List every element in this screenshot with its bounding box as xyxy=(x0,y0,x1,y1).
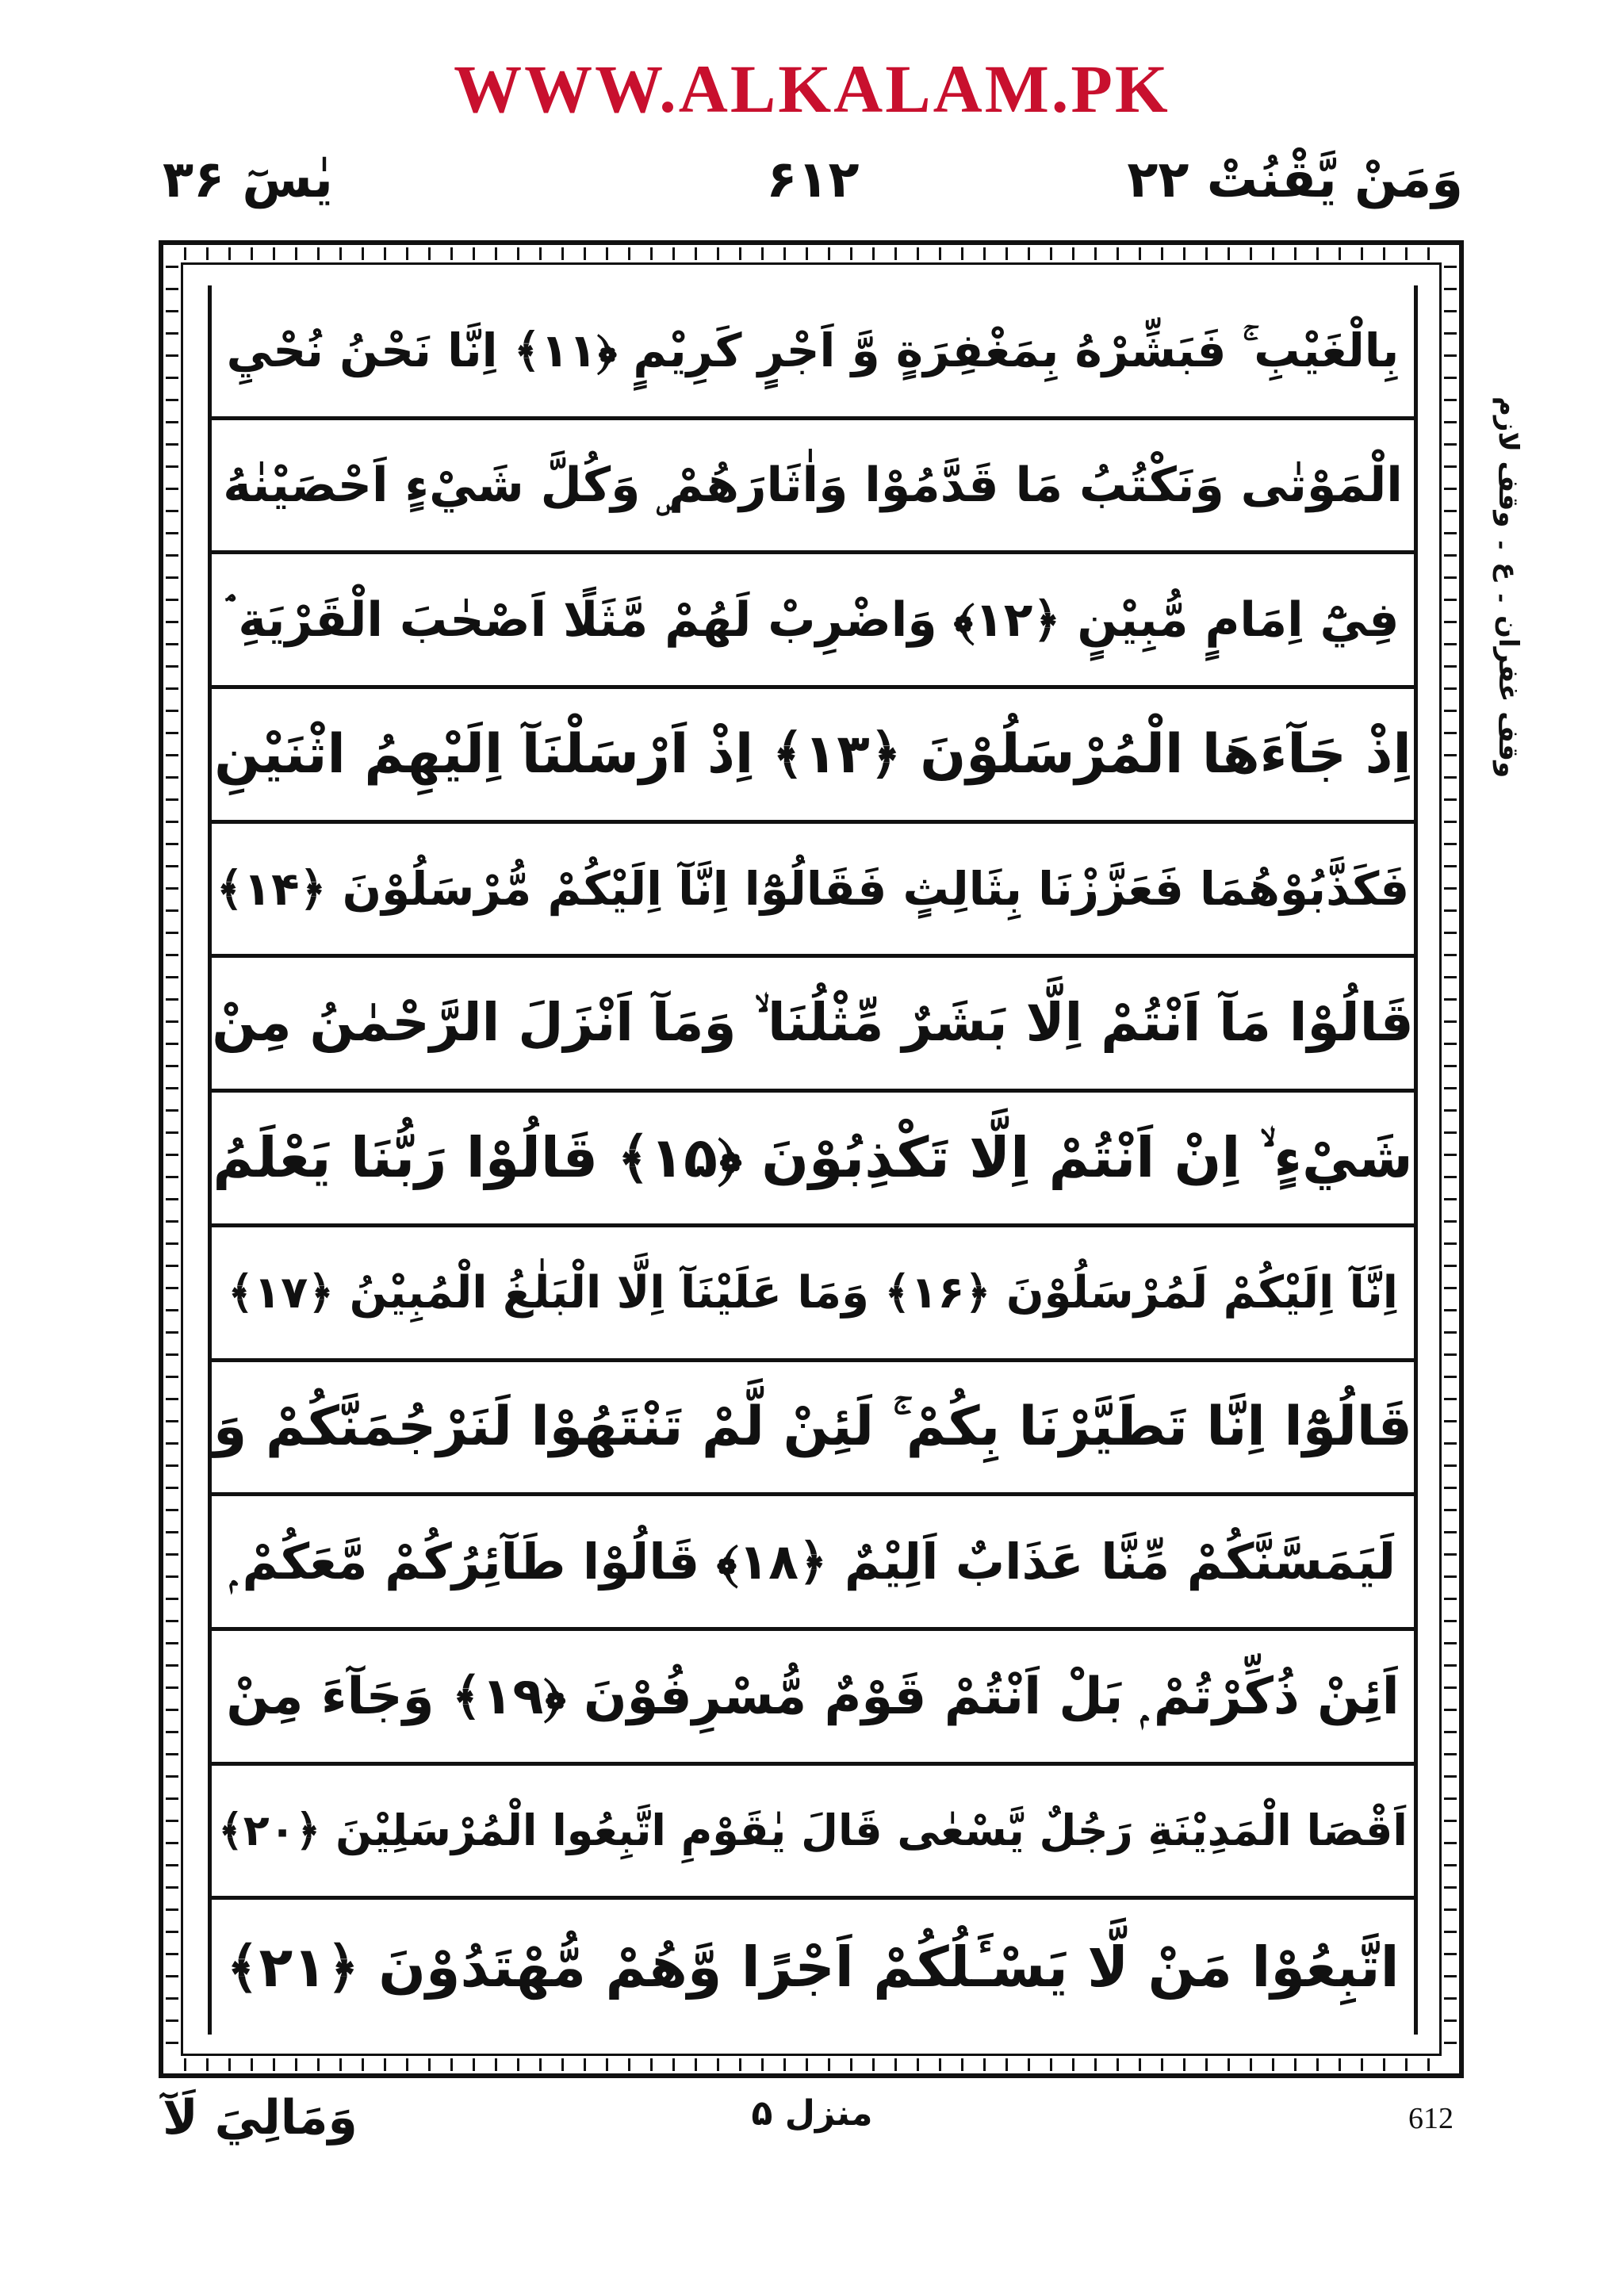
verse-line: اِنَّآ اِلَيْكُمْ لَمُرْسَلُوْنَ ﴿۱۶﴾ وَمَا عَلَيْنَآ اِلَّا الْبَلٰغُ الْمُبِيْنُ ﴿۱۷﴾ xyxy=(212,1227,1414,1362)
verse-line: اتَّبِعُوْا مَنْ لَّا يَسْـَٔلُكُمْ اَجْرًا وَّهُمْ مُّهْتَدُوْنَ ﴿۲۱﴾ xyxy=(226,1935,1400,2000)
verse-line: لَيَمَسَّنَّكُمْ مِّنَّا عَذَابٌ اَلِيْمٌ ﴿۱۸﴾ قَالُوْا طَآئِرُكُمْ مَّعَكُمْ ۭ xyxy=(212,1496,1414,1631)
margin-note: وقف غفران ۔ ع ۔ وقف لازم xyxy=(1492,396,1524,779)
verse-line: قَالُوْٓا اِنَّا تَطَيَّرْنَا بِكُمْ ۚ لَئِنْ لَّمْ تَنْتَهُوْا لَنَرْجُمَنَّكُمْ وَ xyxy=(212,1362,1414,1497)
border-ornament-right xyxy=(1444,266,1457,2053)
juz-label: وَمَنْ يَّقْنُتْ ۲۲ xyxy=(1127,151,1463,209)
verse-line: فِيْٓ اِمَامٍ مُّبِيْنٍ ﴿۱۲﴾ وَاضْرِبْ لَهُمْ مَّثَلًا اَصْحٰبَ الْقَرْيَةِ ۘ xyxy=(212,554,1414,689)
page-header xyxy=(163,151,1463,222)
verse-line: بِالْغَيْبِ ۚ فَبَشِّرْهُ بِمَغْفِرَةٍ وَّ اَجْرٍ كَرِيْمٍ ﴿۱۱﴾ اِنَّا نَحْنُ نُحْيِ xyxy=(212,285,1414,420)
page-number: 612 xyxy=(1408,2102,1454,2135)
border-ornament-bottom xyxy=(184,2058,1438,2071)
site-title[interactable]: WWW.ALKALAM.PK xyxy=(454,51,1170,127)
page-number-arabic: ۶۱۲ xyxy=(766,151,860,209)
verse-line: شَيْءٍ ۙ اِنْ اَنْتُمْ اِلَّا تَكْذِبُوْنَ ﴿۱۵﴾ قَالُوْا رَبُّنَا يَعْلَمُ xyxy=(212,1093,1414,1227)
manzil-label: منزل ۵ xyxy=(751,2093,873,2134)
surah-label: یٰسٓ ۳۶ xyxy=(163,151,333,209)
quran-text-block xyxy=(208,285,1418,2035)
border-ornament-left xyxy=(166,266,178,2053)
verse-line: اِذْ جَآءَهَا الْمُرْسَلُوْنَ ﴿۱۳﴾ اِذْ اَرْسَلْنَآ اِلَيْهِمُ اثْنَيْنِ xyxy=(212,689,1414,824)
verse-line: اَئِنْ ذُكِّرْتُمْ ۭ بَلْ اَنْتُمْ قَوْمٌ مُّسْرِفُوْنَ ﴿۱۹﴾ وَجَآءَ مِنْ xyxy=(212,1631,1414,1766)
verse-line: اَقْصَا الْمَدِيْنَةِ رَجُلٌ يَّسْعٰى قَالَ يٰقَوْمِ اتَّبِعُوا الْمُرْسَلِيْنَ ﴿۲۰﴾ xyxy=(212,1766,1414,1901)
verse-line: فَكَذَّبُوْهُمَا فَعَزَّزْنَا بِثَالِثٍ فَقَالُوْٓا اِنَّآ اِلَيْكُمْ مُّرْسَلُوْنَ ﴿۱۴﴾ xyxy=(212,824,1414,959)
verse-line: الْمَوْتٰى وَنَكْتُبُ مَا قَدَّمُوْا وَاٰثَارَهُمْ ۣ وَكُلَّ شَيْءٍ اَحْصَيْنٰهُ xyxy=(212,420,1414,555)
catchword: وَمَالِيَ لَآ xyxy=(163,2090,358,2146)
verse-line: قَالُوْا مَآ اَنْتُمْ اِلَّا بَشَرٌ مِّثْلُنَا ۙ وَمَآ اَنْزَلَ الرَّحْمٰنُ مِنْ xyxy=(212,958,1414,1093)
border-ornament-top xyxy=(184,247,1438,260)
